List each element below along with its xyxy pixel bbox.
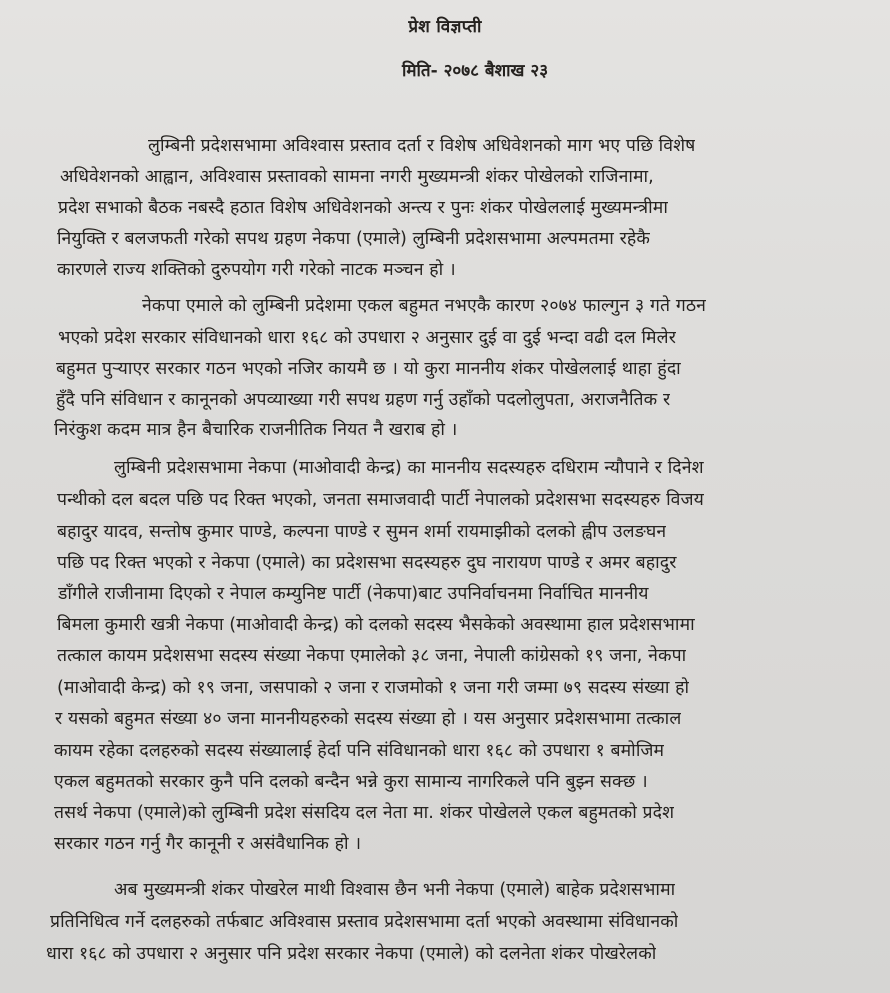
text-line: डाँगीले राजीनामा दिएको र नेपाल कम्युनिष्ट पार्टी (नेकपा)बाट उपनिर्वाचनमा निर्वाचित माननीय — [58, 584, 649, 604]
text-line: पन्थीको दल बदल पछि पद रिक्त भएको, जनता समाजवादी पार्टी नेपालको प्रदेशसभा सदस्यहरु विजय — [57, 490, 704, 510]
text-line: (माओवादी केन्द्र) को १९ जना, जसपाको २ जना र राजमोको १ जना गरी जम्मा ७९ सदस्य संख्या हो — [57, 678, 690, 698]
text-line: नेकपा एमाले को लुम्बिनी प्रदेशमा एकल बहुमत नभएकै कारण २०७४ फाल्गुन ३ गते गठन — [142, 296, 707, 316]
text-line: बहुमत पुऱ्याएर सरकार गठन भएको नजिर कायमै छ । यो कुरा माननीय शंकर पोखेललाई थाहा हुंदा — [56, 359, 681, 379]
text-line: प्रदेश सभाको बैठक नबस्दै हठात विशेष अधिवेशनको अन्त्य र पुनः शंकर पोखेललाई मुख्यमन्त्रीमा — [58, 198, 668, 218]
text-line: बिमला कुमारी खत्री नेकपा (माओवादी केन्द्र) को दलको सदस्य भैसकेको अवस्थामा हाल प्रदेशसभामा — [57, 615, 695, 635]
text-line: र यसको बहुमत संख्या ४० जना माननीयहरुको सदस्य संख्या हो । यस अनुसार प्रदेशसभामा तत्काल — [55, 709, 682, 729]
document-title: प्रेश विज्ञप्ती — [408, 17, 482, 37]
text-line: हुँदै पनि संविधान र कानूनको अपव्याख्या गरी सपथ ग्रहण गर्नु उहाँको पदलोलुपता, अराजनैतिक र — [56, 390, 671, 410]
text-line: लुम्बिनी प्रदेशसभामा अविश्वास प्रस्ताव दर्ता र विशेष अधिवेशनको माग भए पछि विशेष — [148, 136, 696, 156]
text-line: लुम्बिनी प्रदेशसभामा नेकपा (माओवादी केन्द्र) का माननीय सदस्यहरु दधिराम न्यौपाने र दिनेश — [114, 458, 704, 478]
text-line: निरंकुश कदम मात्र हैन बैचारिक राजनीतिक नियत नै खराब हो । — [54, 420, 458, 440]
text-line: सरकार गठन गर्नु गैर कानूनी र असंवैधानिक हो । — [54, 834, 362, 854]
text-line: कारणले राज्य शक्तिको दुरुपयोग गरी गरेको नाटक मञ्चन हो । — [57, 260, 456, 280]
text-line: कायम रहेका दलहरुको सदस्य संख्यालाई हेर्दा पनि संविधानको धारा १६८ को उपधारा १ बमोजिम — [54, 741, 665, 761]
text-line: अब मुख्यमन्त्री शंकर पोखरेल माथी विश्वास छैन भनी नेकपा (एमाले) बाहेक प्रदेशसभामा — [114, 880, 676, 900]
text-line: तत्काल कायम प्रदेशसभा सदस्य संख्या नेकपा एमालेको ३८ जना, नेपाली कांग्रेसको १९ जना, नेकपा — [57, 646, 687, 666]
text-line: तसर्थ नेकपा (एमाले)को लुम्बिनी प्रदेश संसदिय दल नेता मा. शंकर पोखेलले एकल बहुमतको प्रदेश — [54, 803, 675, 823]
text-line: भएको प्रदेश सरकार संविधानको धारा १६८ को उपधारा २ अनुसार दुई वा दुई भन्दा वढी दल मिलेर — [58, 328, 676, 348]
text-line: धारा १६८ को उपधारा २ अनुसार पनि प्रदेश सरकार नेकपा (एमाले) को दलनेता शंकर पोखरेलको — [46, 944, 657, 964]
text-line: अधिवेशनको आह्वान, अविश्वास प्रस्तावको सामना नगरी मुख्यमन्त्री शंकर पोखेलको राजिनामा, — [60, 167, 654, 187]
text-line: बहादुर यादव, सन्तोष कुमार पाण्डे, कल्पना पाण्डे र सुमन शर्मा रायमाझीको दलको ह्वीप उलङघन — [57, 522, 667, 542]
text-line: एकल बहुमतको सरकार कुनै पनि दलको बन्दैन भन्ने कुरा सामान्य नागरिकले पनि बुझ्न सक्छ । — [54, 772, 648, 792]
text-line: प्रतिनिधित्व गर्ने दलहरुको तर्फबाट अविश्वास प्रस्ताव प्रदेशसभामा दर्ता भएको अवस्थामा संविधानको — [50, 912, 679, 932]
text-line: नियुक्ति र बलजफती गरेको सपथ ग्रहण नेकपा (एमाले) लुम्बिनी प्रदेशसभामा अल्पमतमा रहेकै — [57, 229, 650, 249]
document-date: मिति- २०७८ बैशाख २३ — [401, 61, 549, 81]
text-line: पछि पद रिक्त भएको र नेकपा (एमाले) का प्रदेशसभा सदस्यहरु दुघ नारायण पाण्डे र अमर बहादुर — [57, 553, 677, 573]
